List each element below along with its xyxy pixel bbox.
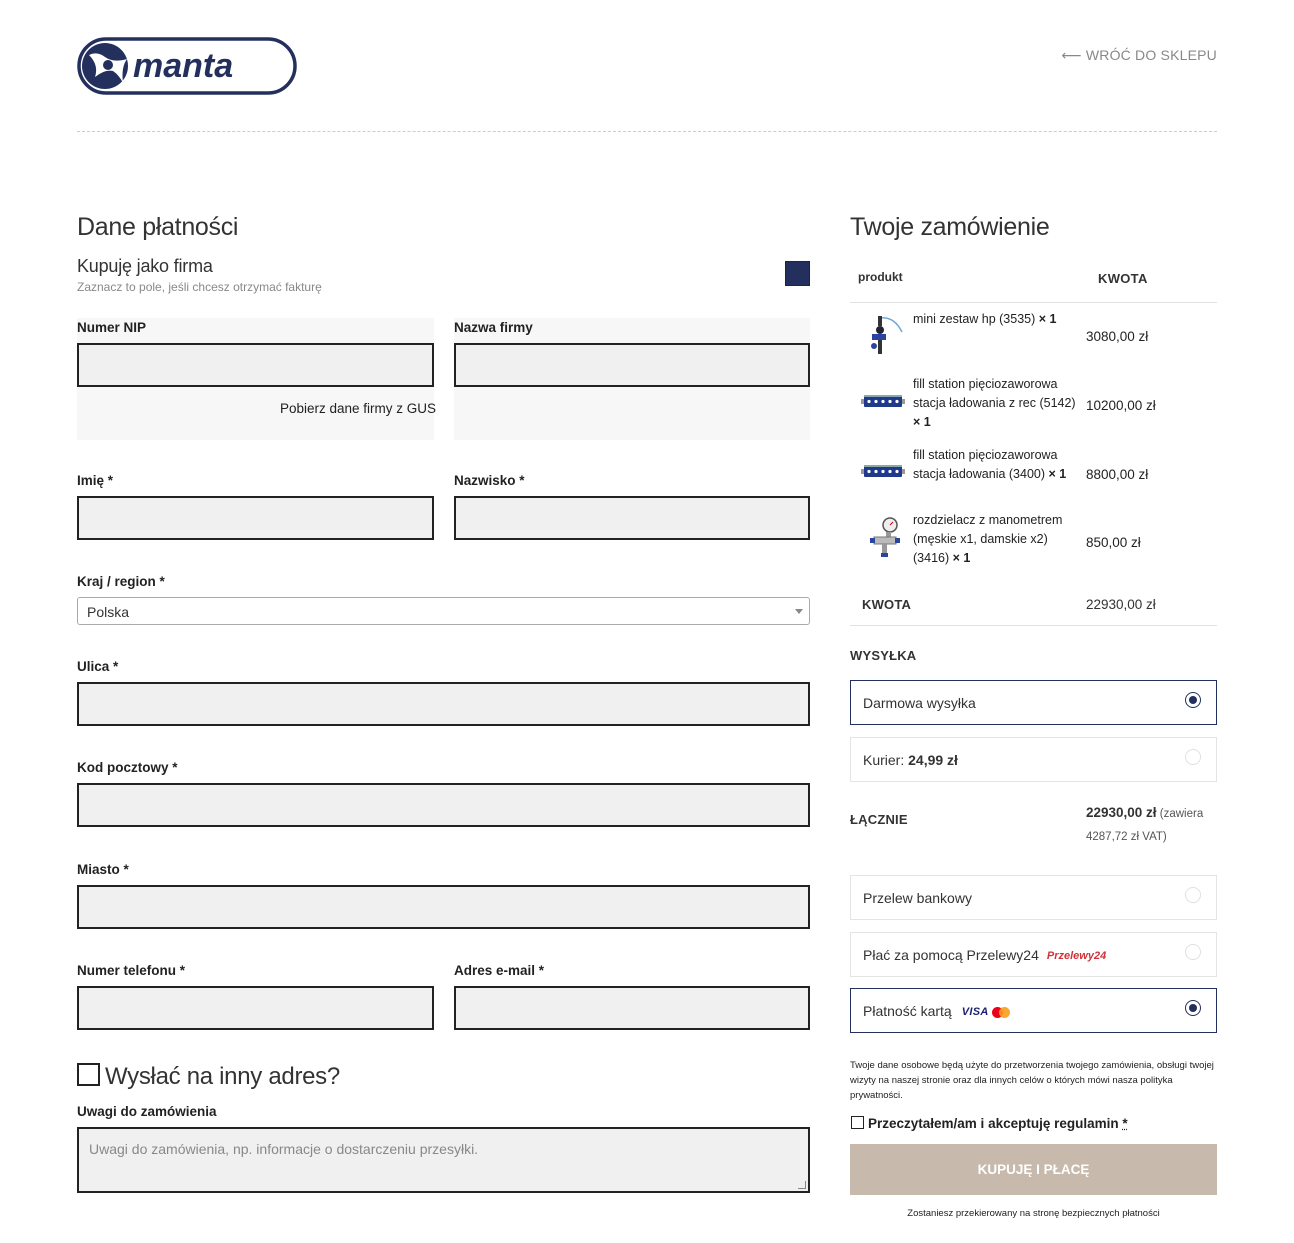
company-checkbox[interactable] xyxy=(785,261,810,286)
order-notes-textarea[interactable] xyxy=(77,1127,810,1193)
order-item-name: rozdzielacz z manometrem (męskie x1, damskie x2) (3416) × 1 xyxy=(913,513,1063,565)
shipping-option-free[interactable] xyxy=(850,680,1217,725)
order-item xyxy=(850,375,1217,435)
nip-input[interactable] xyxy=(77,343,434,387)
product-thumbnail-manifold xyxy=(860,515,906,561)
shipping-option-courier[interactable] xyxy=(850,737,1217,782)
company-checkbox-title: Kupuję jako firma xyxy=(77,256,213,276)
first-name-input[interactable] xyxy=(77,496,434,540)
nip-label: Numer NIP xyxy=(77,320,147,335)
buy-and-pay-button[interactable]: KUPUJĘ I PŁACĘ xyxy=(850,1144,1217,1195)
back-to-shop-link[interactable]: ⟵ WRÓĆ DO SKLEPU xyxy=(1061,47,1217,63)
city-input[interactable] xyxy=(77,885,810,929)
country-label: Kraj / region * xyxy=(77,574,165,589)
radio-unselected-icon[interactable] xyxy=(1185,887,1201,903)
radio-unselected-icon[interactable] xyxy=(1185,749,1201,765)
subtotal-divider xyxy=(850,625,1217,626)
postcode-input[interactable] xyxy=(77,783,810,827)
company-name-input[interactable] xyxy=(454,343,810,387)
street-label: Ulica * xyxy=(77,659,119,674)
country-select[interactable] xyxy=(77,597,810,625)
subtotal-label: KWOTA xyxy=(862,597,912,612)
street-input[interactable] xyxy=(77,682,810,726)
radio-selected-icon[interactable] xyxy=(1185,1000,1201,1016)
order-notes-label: Uwagi do zamówienia xyxy=(77,1104,217,1119)
redirect-note: Zostaniesz przekierowany na stronę bezpiecznych płatności xyxy=(907,1208,1160,1219)
gus-fetch-link[interactable]: Pobierz dane firmy z GUS xyxy=(280,401,437,416)
mastercard-logo-icon xyxy=(992,1007,1010,1018)
country-select-value: Polska xyxy=(87,604,130,620)
manta-logo[interactable] xyxy=(77,37,297,95)
table-header-divider xyxy=(850,302,1217,303)
przelewy24-logo-icon: Przelewy24 xyxy=(1046,950,1107,963)
visa-logo-icon: VISA xyxy=(961,1006,989,1019)
order-item-price: 8800,00 zł xyxy=(1086,467,1149,482)
phone-label: Numer telefonu * xyxy=(77,963,186,978)
city-label: Miasto * xyxy=(77,862,129,877)
column-header-amount: KWOTA xyxy=(1098,271,1148,286)
radio-unselected-icon[interactable] xyxy=(1185,944,1201,960)
order-title: Twoje zamówienie xyxy=(850,213,1050,241)
subtotal-value: 22930,00 zł xyxy=(1086,597,1156,612)
phone-input[interactable] xyxy=(77,986,434,1030)
order-item-price: 10200,00 zł xyxy=(1086,398,1156,413)
privacy-notice: Twoje dane osobowe będą użyte do przetworzenia twojego zamówienia, obsługi twojej wizyty na naszej stronie oraz dla innych celów o których mówi nasza polityka prywatności. xyxy=(850,1060,1214,1101)
order-item-price: 3080,00 zł xyxy=(1086,329,1149,344)
first-name-label: Imię * xyxy=(77,473,114,488)
company-checkbox-hint: Zaznacz to pole, jeśli chcesz otrzymać fakturę xyxy=(77,280,322,294)
order-item xyxy=(850,446,1217,496)
payment-option-bank-transfer[interactable] xyxy=(850,875,1217,920)
order-notes-placeholder: Uwagi do zamówienia, np. informacje o dostarczeniu przesyłki. xyxy=(89,1141,479,1157)
terms-label[interactable]: Przeczytałem/am i akceptuję regulamin * xyxy=(868,1116,1128,1131)
logo-wordmark: manta xyxy=(133,47,234,85)
column-header-product: produkt xyxy=(858,270,903,284)
product-thumbnail-fill-station xyxy=(860,448,906,494)
order-item-name: fill station pięciozaworowa stacja ładowania z rec (5142) × 1 xyxy=(913,377,1076,429)
order-item-name: fill station pięciozaworowa stacja ładowania (3400) × 1 xyxy=(913,448,1067,481)
order-item xyxy=(850,310,1217,370)
company-name-label: Nazwa firmy xyxy=(454,320,533,335)
product-thumbnail-hp-kit xyxy=(860,312,906,358)
payment-option-card-label: Płatność kartą VISA xyxy=(863,1003,1010,1019)
email-label: Adres e-mail * xyxy=(454,963,545,978)
ship-to-different-address-checkbox[interactable] xyxy=(77,1063,100,1086)
last-name-label: Nazwisko * xyxy=(454,473,525,488)
payment-option-bank-label: Przelew bankowy xyxy=(863,890,972,906)
radio-selected-icon[interactable] xyxy=(1185,692,1201,708)
required-marker: * xyxy=(1122,1116,1128,1131)
postcode-label: Kod pocztowy * xyxy=(77,760,178,775)
product-thumbnail-fill-station xyxy=(860,378,906,424)
header-divider xyxy=(77,131,1217,132)
email-input[interactable] xyxy=(454,986,810,1030)
order-item xyxy=(850,511,1217,573)
total-label: ŁĄCZNIE xyxy=(850,812,908,827)
total-value: 22930,00 zł (zawiera 4287,72 zł VAT) xyxy=(1086,805,1204,843)
billing-title: Dane płatności xyxy=(77,213,239,241)
terms-checkbox[interactable] xyxy=(851,1116,864,1129)
shipping-option-free-label: Darmowa wysyłka xyxy=(863,695,976,711)
payment-option-przelewy24[interactable] xyxy=(850,932,1217,977)
order-item-price: 850,00 zł xyxy=(1086,535,1141,550)
shipping-title: WYSYŁKA xyxy=(850,648,917,663)
order-item-name: mini zestaw hp (3535) × 1 xyxy=(913,312,1057,326)
shipping-option-courier-label: Kurier: 24,99 zł xyxy=(863,752,958,768)
payment-option-p24-label: Płać za pomocą Przelewy24 Przelewy24 xyxy=(863,947,1107,963)
ship-to-different-address-label[interactable]: Wysłać na inny adres? xyxy=(105,1063,340,1090)
last-name-input[interactable] xyxy=(454,496,810,540)
chevron-down-icon xyxy=(795,609,803,614)
payment-option-card[interactable] xyxy=(850,988,1217,1033)
resize-handle-icon[interactable] xyxy=(798,1181,806,1189)
